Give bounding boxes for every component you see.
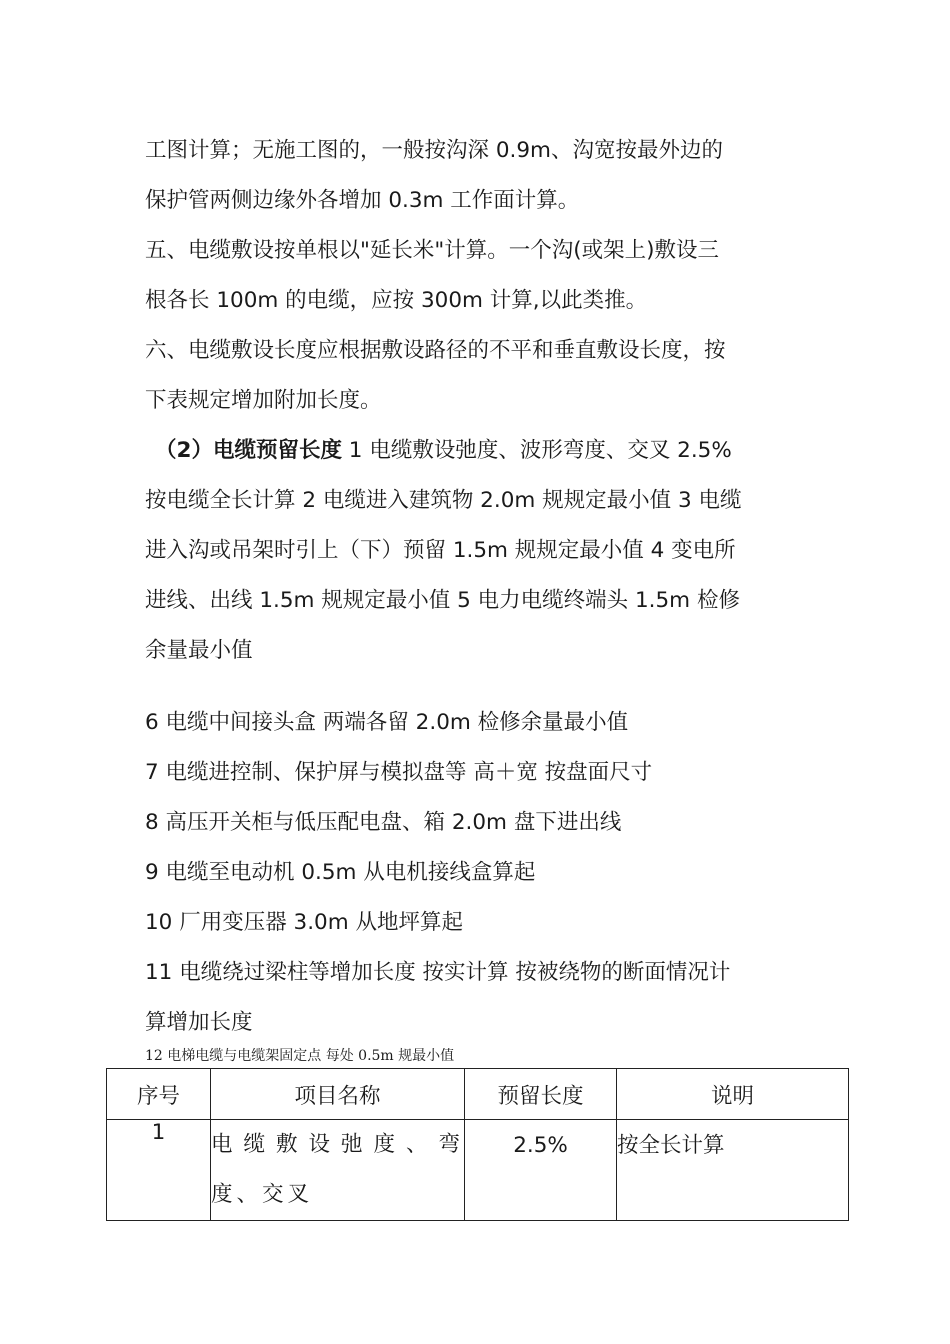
- reserve-length-table: [106, 1068, 849, 1221]
- paragraph-line: 进线、出线 1.5m 规规定最小值 5 电力电缆终端头 1.5m 检修: [145, 588, 740, 613]
- cell-item-name: 电缆敷设弛度、弯度、交叉: [211, 1120, 465, 1221]
- paragraph-line: 五、电缆敷设按单根以"延长米"计算。一个沟(或架上)敷设三: [145, 238, 720, 263]
- paragraph-line: 工图计算；无施工图的，一般按沟深 0.9m、沟宽按最外边的: [145, 138, 723, 163]
- cell-reserve-length: 2.5%: [465, 1120, 617, 1221]
- cell-seq: 1: [107, 1120, 211, 1221]
- list-item: 10 厂用变压器 3.0m 从地坪算起: [145, 910, 463, 935]
- paragraph-line: 根各长 100m 的电缆，应按 300m 计算,以此类推。: [145, 288, 648, 313]
- list-item: 11 电缆绕过梁柱等增加长度 按实计算 按被绕物的断面情况计: [145, 960, 731, 985]
- paragraph-line: 保护管两侧边缘外各增加 0.3m 工作面计算。: [145, 188, 580, 213]
- header-description: 说明: [617, 1069, 849, 1120]
- paragraph-line: 六、电缆敷设长度应根据敷设路径的不平和垂直敷设长度，按: [145, 338, 726, 363]
- list-item: 8 高压开关柜与低压配电盘、箱 2.0m 盘下进出线: [145, 810, 622, 835]
- paragraph-line: 进入沟或吊架时引上（下）预留 1.5m 规规定最小值 4 变电所: [145, 538, 736, 563]
- header-reserve-length: 预留长度: [465, 1069, 617, 1120]
- section-heading: （2）电缆预留长度: [155, 438, 342, 463]
- item-12-note: 12 电梯电缆与电缆架固定点 每处 0.5m 规最小值: [145, 1048, 455, 1064]
- list-item: 7 电缆进控制、保护屏与模拟盘等 高＋宽 按盘面尺寸: [145, 760, 653, 785]
- paragraph-text: 1 电缆敷设弛度、波形弯度、交叉 2.5%: [341, 438, 732, 463]
- table-row: [107, 1120, 849, 1221]
- header-seq: 序号: [107, 1069, 211, 1120]
- paragraph-line: 按电缆全长计算 2 电缆进入建筑物 2.0m 规规定最小值 3 电缆: [145, 488, 742, 513]
- cell-description: 按全长计算: [617, 1120, 849, 1221]
- list-item: 6 电缆中间接头盒 两端各留 2.0m 检修余量最小值: [145, 710, 629, 735]
- table-header-row: [107, 1069, 849, 1120]
- header-item-name: 项目名称: [211, 1069, 465, 1120]
- document-body: [145, 126, 813, 1048]
- list-item: 9 电缆至电动机 0.5m 从电机接线盒算起: [145, 860, 536, 885]
- paragraph-line: 下表规定增加附加长度。: [145, 388, 382, 413]
- reserve-length-paragraph: [145, 426, 813, 476]
- list-item: 算增加长度: [145, 1010, 253, 1035]
- paragraph-line: 余量最小值: [145, 638, 253, 663]
